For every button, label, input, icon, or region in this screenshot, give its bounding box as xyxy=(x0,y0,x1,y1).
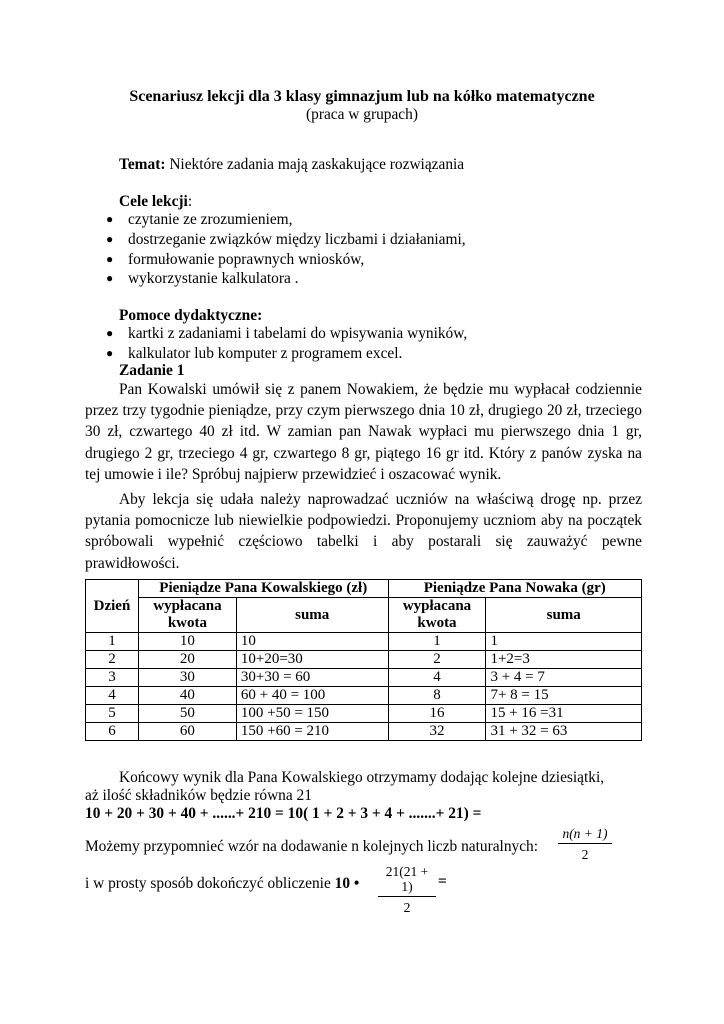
day-cell: 5 xyxy=(86,705,139,723)
bullet-icon: ● xyxy=(106,326,114,340)
final-numerator: 21(21 + 1) xyxy=(378,864,436,897)
day-cell: 2 xyxy=(86,651,139,669)
kowalski-sum-cell: 60 + 40 = 100 xyxy=(236,687,388,705)
day-header: Dzień xyxy=(86,580,139,633)
nowak-paid-cell: 16 xyxy=(388,705,486,723)
final-calc-line xyxy=(85,875,359,893)
topic-text: Niektóre zadania mają zaskakujące rozwiązania xyxy=(169,156,465,173)
kowalski-paid-header: wypłacana kwota xyxy=(138,598,236,633)
money-table xyxy=(85,579,642,741)
bullet-icon: ● xyxy=(106,346,114,360)
nowak-sum-header: suma xyxy=(486,598,642,633)
table-row xyxy=(86,687,642,705)
table-row xyxy=(86,651,642,669)
formula-text: Możemy przypomnieć wzór na dodawanie n kolejnych liczb naturalnych: xyxy=(85,838,539,855)
kowalski-paid-cell: 10 xyxy=(138,633,236,651)
kowalski-sum-cell: 150 +60 = 210 xyxy=(236,723,388,741)
nowak-paid-header: wypłacana kwota xyxy=(388,598,486,633)
goal-item: czytanie ze zrozumieniem, xyxy=(128,211,293,228)
bullet-icon: ● xyxy=(106,252,114,266)
goals-colon: : xyxy=(187,193,193,210)
goals-heading xyxy=(119,193,192,211)
goal-item: formułowanie poprawnych wniosków, xyxy=(128,251,365,268)
table-row xyxy=(86,633,642,651)
day-cell: 4 xyxy=(86,687,139,705)
table-header-row xyxy=(86,580,642,598)
kowalski-sum-header: suma xyxy=(236,598,388,633)
formula-numerator: n(n + 1) xyxy=(558,826,612,844)
table-row xyxy=(86,705,642,723)
bullet-icon: ● xyxy=(106,271,114,285)
nowak-sum-cell: 15 + 16 =31 xyxy=(486,705,642,723)
day-cell: 6 xyxy=(86,723,139,741)
nowak-sum-cell: 31 + 32 = 63 xyxy=(486,723,642,741)
final-multiplier: 10 • xyxy=(334,875,360,892)
sum-equation: 10 + 20 + 30 + 40 + ......+ 210 = 10( 1 + 2 + 3 + 4 + .......+ 21) = xyxy=(85,805,482,822)
final-text: i w prosty sposób dokończyć obliczenie xyxy=(85,875,331,892)
day-cell: 1 xyxy=(86,633,139,651)
conclusion-line-2: aż ilość składników będzie równa 21 xyxy=(85,787,312,804)
aid-item: kartki z zadaniami i tabelami do wpisywania wyników, xyxy=(128,325,468,342)
nowak-paid-cell: 8 xyxy=(388,687,486,705)
document-subtitle: (praca w grupach) xyxy=(306,106,418,123)
kowalski-sum-cell: 10 xyxy=(236,633,388,651)
goal-item: wykorzystanie kalkulatora . xyxy=(128,270,299,287)
bullet-icon: ● xyxy=(106,212,114,226)
kowalski-paid-cell: 20 xyxy=(138,651,236,669)
topic-label: Temat: xyxy=(119,156,166,173)
table-row xyxy=(86,669,642,687)
kowalski-sum-cell: 100 +50 = 150 xyxy=(236,705,388,723)
nowak-sum-cell: 3 + 4 = 7 xyxy=(486,669,642,687)
task-paragraph: Pan Kowalski umówił się z panem Nowakiem, że będzie mu wypłacał codziennie przez trzy tygodnie pieniądze, przy czym pierwszego dnia 10 zł, drugiego 20 zł, trzeciego 30 zł, czwartego 40 zł itd. W zamian pan Nawak wypłaci mu pierwszego dnia 1 gr, drugiego 2 gr, trzeciego 4 gr, czwartego 8 gr, piątego 16 gr itd. Który z panów zyska na tej umowie i ile? Spróbuj najpierw przewidzieć i oszacować wynik. xyxy=(85,381,642,483)
kowalski-paid-cell: 50 xyxy=(138,705,236,723)
kowalski-paid-cell: 60 xyxy=(138,723,236,741)
bullet-icon: ● xyxy=(106,232,114,246)
aids-heading: Pomoce dydaktyczne: xyxy=(119,307,263,324)
nowak-paid-cell: 32 xyxy=(388,723,486,741)
aid-item: kalkulator lub komputer z programem excel. xyxy=(128,345,403,362)
nowak-header: Pieniądze Pana Nowaka (gr) xyxy=(388,580,641,598)
formula-denominator: 2 xyxy=(581,847,589,862)
nowak-paid-cell: 2 xyxy=(388,651,486,669)
nowak-sum-cell: 1+2=3 xyxy=(486,651,642,669)
kowalski-sum-cell: 10+20=30 xyxy=(236,651,388,669)
kowalski-paid-cell: 30 xyxy=(138,669,236,687)
task-label: Zadanie 1 xyxy=(119,362,185,379)
final-denominator: 2 xyxy=(403,900,411,915)
document-title: Scenariusz lekcji dla 3 klasy gimnazjum lub na kółko matematyczne xyxy=(129,88,595,105)
kowalski-header: Pieniądze Pana Kowalskiego (zł) xyxy=(138,580,388,598)
final-fraction xyxy=(378,864,436,915)
kowalski-sum-cell: 30+30 = 60 xyxy=(236,669,388,687)
goals-label: Cele lekcji xyxy=(119,193,188,210)
table-row xyxy=(86,723,642,741)
conclusion-line-1: Końcowy wynik dla Pana Kowalskiego otrzymamy dodając kolejne dziesiątki, xyxy=(119,769,605,786)
nowak-sum-cell: 1 xyxy=(486,633,642,651)
day-cell: 3 xyxy=(86,669,139,687)
topic-line xyxy=(119,156,464,174)
final-equals: = xyxy=(438,873,447,890)
formula-fraction xyxy=(558,826,612,862)
nowak-sum-cell: 7+ 8 = 15 xyxy=(486,687,642,705)
nowak-paid-cell: 1 xyxy=(388,633,486,651)
nowak-paid-cell: 4 xyxy=(388,669,486,687)
kowalski-paid-cell: 40 xyxy=(138,687,236,705)
goal-item: dostrzeganie związków między liczbami i działaniami, xyxy=(128,231,466,248)
table-subheader-row xyxy=(86,598,642,633)
hint-paragraph: Aby lekcja się udała należy naprowadzać uczniów na właściwą drogę np. przez pytania pomocnicze lub niewielkie podpowiedzi. Proponujemy uczniom aby na początek spróbowali wypełnić częściowo tabelki i aby postarali się zauważyć pewne prawidłowości. xyxy=(85,491,642,572)
